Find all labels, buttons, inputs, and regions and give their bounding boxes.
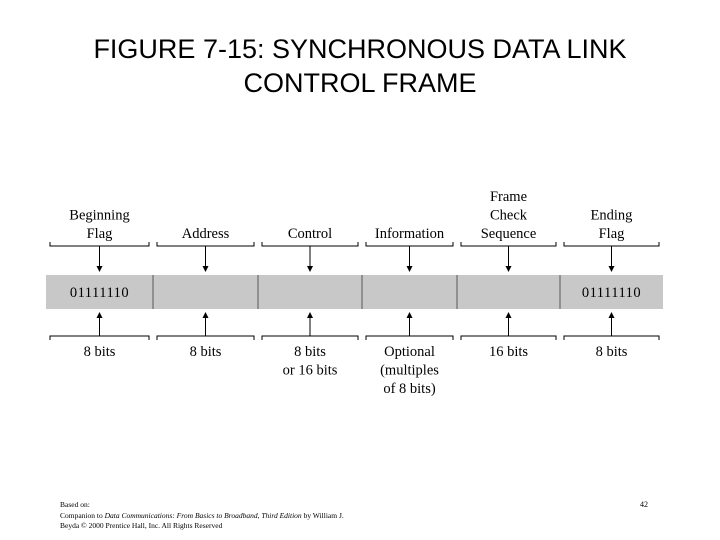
top-bracket [262, 242, 358, 246]
field-bottom-label: 16 bits [488, 344, 529, 360]
flag-bit-pattern: 01111110 [581, 285, 642, 301]
up-arrowhead [97, 312, 103, 318]
top-bracket [461, 242, 556, 246]
top-bracket [157, 242, 254, 246]
field-top-label: Control [287, 226, 333, 242]
field-top-label: Sequence [480, 226, 537, 242]
field-bottom-label: (multiples [380, 362, 439, 379]
bottom-bracket [157, 336, 254, 340]
field-top-label: Information [374, 226, 445, 242]
field-top-label: Beginning [69, 207, 130, 224]
down-arrowhead [97, 266, 103, 272]
bottom-bracket [262, 336, 358, 340]
field-bottom-label: or 16 bits [282, 362, 338, 379]
field-bottom-label: 8 bits [189, 344, 222, 360]
bottom-bracket [564, 336, 659, 340]
field-top-label: Frame [489, 189, 528, 205]
field-bottom-label: 8 bits [294, 344, 326, 360]
top-bracket [50, 242, 149, 246]
credit-line-1: Based on: [60, 500, 90, 509]
down-arrowhead [307, 266, 313, 272]
down-arrowhead [203, 266, 209, 272]
credit-line-3: Beyda © 2000 Prentice Hall, Inc. All Rights Reserved [60, 521, 223, 530]
field-bottom-label: of 8 bits) [383, 381, 436, 397]
source-credit [60, 500, 344, 532]
field-top-label: Flag [598, 226, 625, 242]
top-bracket [564, 242, 659, 246]
field-top-label: Address [181, 226, 230, 242]
flag-bit-pattern: 01111110 [69, 285, 130, 301]
field-top-label: Flag [86, 226, 113, 242]
field-bottom-label: Optional [384, 344, 435, 360]
field-bottom-label: 8 bits [83, 344, 116, 360]
frame-bar [46, 275, 663, 309]
page-number: 42 [640, 500, 648, 509]
title-line-1: FIGURE 7-15: SYNCHRONOUS DATA LINK [93, 34, 627, 64]
up-arrowhead [609, 312, 615, 318]
field-bottom-label: 8 bits [595, 344, 628, 360]
up-arrowhead [307, 312, 313, 318]
bottom-bracket [50, 336, 149, 340]
up-arrowhead [203, 312, 209, 318]
bottom-bracket [366, 336, 453, 340]
field-top-label: Ending [590, 207, 633, 224]
slide-title [0, 32, 720, 100]
up-arrowhead [506, 312, 512, 318]
top-bracket [366, 242, 453, 246]
up-arrowhead [407, 312, 413, 318]
down-arrowhead [407, 266, 413, 272]
credit-line-2: Companion to Data Communications: From Basics to Broadband, Third Edition by William J. [60, 510, 344, 520]
bottom-bracket [461, 336, 556, 340]
sdlc-frame-diagram [0, 180, 720, 410]
field-top-label: Check [489, 207, 528, 224]
down-arrowhead [506, 266, 512, 272]
down-arrowhead [609, 266, 615, 272]
title-line-2: CONTROL FRAME [243, 68, 477, 98]
